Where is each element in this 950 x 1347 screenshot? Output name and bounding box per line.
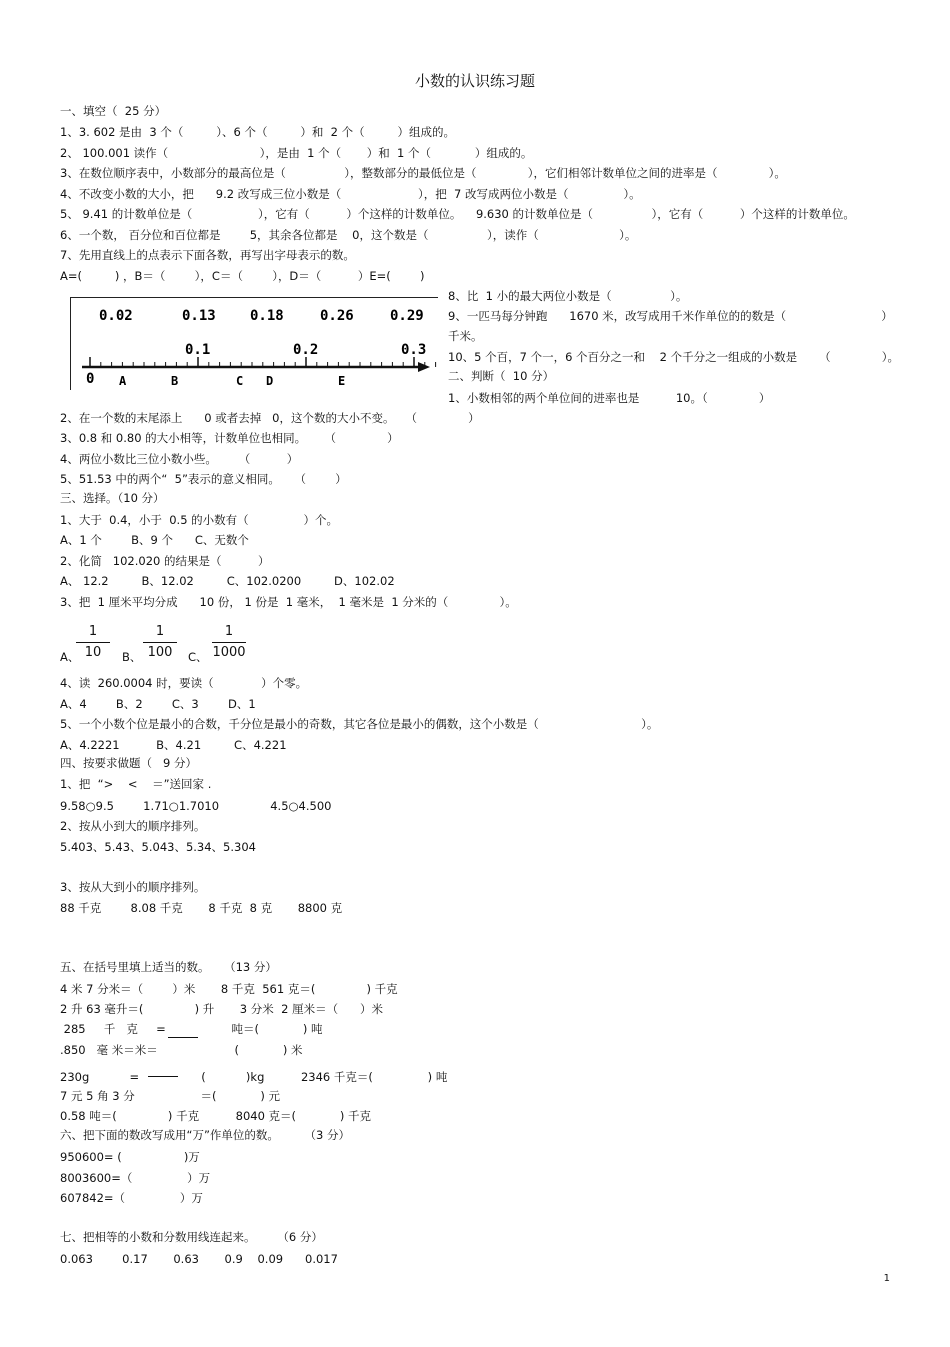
- text-line: 2、化简 102.020 的结果是（ ）: [60, 554, 270, 568]
- text-line: 7、先用直线上的点表示下面各数，再写出字母表示的数。: [60, 248, 355, 262]
- text-line: 2、在一个数的末尾添上 0 或者去掉 0，这个数的大小不变。 （ ）: [60, 411, 480, 425]
- text-line: 1、3. 602 是由 3 个（ ）、6 个（ ）和 2 个（ ）组成的。: [60, 125, 456, 139]
- text-line: 9、一匹马每分钟跑 1670 米，改写成用千米作单位的的数是（ ）: [448, 309, 893, 323]
- fraction-b: [143, 624, 177, 661]
- page-number: 1: [883, 1273, 890, 1284]
- text-line: C、: [188, 650, 208, 664]
- fraction-b-denominator: 100: [147, 645, 173, 660]
- text-line: 千米。: [448, 329, 483, 343]
- axis-label: 0: [86, 371, 95, 387]
- number-line-figure: [70, 297, 438, 390]
- value-to-plot: 0.18: [250, 308, 284, 324]
- text-line: 5、 9.41 的计数单位是（ ），它有（ ）个这样的计数单位。 9.630 的计数单位是（ ），它有（ ）个这样的计数单位。: [60, 207, 855, 221]
- text-line: 1、大于 0.4，小于 0.5 的小数有（ ）个。: [60, 513, 339, 527]
- text-line: 5.403、5.43、5.043、5.34、5.304: [60, 840, 256, 854]
- text-line: 3、0.8 和 0.80 的大小相等，计数单位也相同。 （ ）: [60, 431, 399, 445]
- axis-label: 0.1: [185, 342, 211, 358]
- text-line: 一、填空（ 25 分）: [60, 104, 167, 118]
- text-line: A、4 B、2 C、3 D、1: [60, 697, 256, 711]
- text-line: 0.58 吨＝( ) 千克 8040 克＝( ) 千克: [60, 1109, 372, 1123]
- point-letter: C: [236, 374, 244, 388]
- text-line: 六、把下面的数改写成用“万”作单位的数。 （3 分）: [60, 1128, 350, 1142]
- text-line: 1、小数相邻的两个单位间的进率也是 10。（ ）: [448, 391, 771, 405]
- text-line: 950600= ( )万: [60, 1150, 200, 1164]
- text-line: 9.58○9.5 1.71○1.7010 4.5○4.500: [60, 799, 332, 813]
- text-line: 230g = ( )kg 2346 千克＝( ) 吨: [60, 1070, 448, 1084]
- value-to-plot: 0.02: [99, 308, 133, 324]
- blank-line-kg: [148, 1076, 178, 1077]
- fraction-c-denominator: 1000: [212, 645, 246, 660]
- value-to-plot: 0.29: [390, 308, 424, 324]
- point-letter: D: [266, 374, 274, 388]
- text-line: 4 米 7 分米＝（ ）米 8 千克 561 克＝( ) 千克: [60, 982, 398, 996]
- text-line: 二、判断（ 10 分）: [448, 369, 555, 383]
- text-line: 2、按从小到大的顺序排列。: [60, 819, 206, 833]
- text-line: A、: [60, 650, 80, 664]
- text-line: A、 12.2 B、12.02 C、102.0200 D、102.02: [60, 574, 395, 588]
- text-line: A、1 个 B、9 个 C、无数个: [60, 533, 249, 547]
- fraction-a-denominator: 10: [84, 645, 102, 660]
- text-line: 1、把 “> < ＝”送回家 .: [60, 777, 212, 791]
- worksheet-title: 小数的认识练习题: [414, 72, 535, 90]
- text-line: 三、选择。（10 分）: [60, 491, 165, 505]
- fraction-b-numerator: 1: [155, 624, 165, 639]
- axis-label: 0.3: [401, 342, 427, 358]
- text-line: 0.063 0.17 0.63 0.9 0.09 0.017: [60, 1252, 338, 1266]
- text-line: B、: [122, 650, 142, 664]
- point-letter: A: [119, 374, 127, 388]
- text-line: 5、51.53 中的两个“ 5”表示的意义相同。 （ ）: [60, 472, 347, 486]
- text-line: 10、5 个百，7 个一，6 个百分之一和 2 个千分之一组成的小数是 （ ）。: [448, 350, 900, 364]
- text-line: A=( ) ，B＝（ ），C＝（ ），D＝（ ）E=( ): [60, 269, 425, 283]
- value-to-plot: 0.13: [182, 308, 216, 324]
- text-line: .850 毫 米＝米＝ ( ) 米: [60, 1043, 303, 1057]
- text-line: A、4.2221 B、4.21 C、4.221: [60, 738, 287, 752]
- number-line-arrow: [418, 362, 430, 372]
- fraction-a: [76, 624, 110, 661]
- text-line: 5、一个小数个位是最小的合数，千分位是最小的奇数，其它各位是最小的偶数，这个小数是（ ）。: [60, 717, 659, 731]
- text-line: 4、读 260.0004 时，要读（ ）个零。: [60, 676, 308, 690]
- text-line: 88 千克 8.08 千克 8 千克 8 克 8800 克: [60, 901, 343, 915]
- fraction-a-numerator: 1: [88, 624, 98, 639]
- point-letter: B: [171, 374, 179, 388]
- axis-label: 0.2: [293, 342, 319, 358]
- text-line: 3、在数位顺序表中，小数部分的最高位是（ ），整数部分的最低位是（ ），它们相邻计数单位之间的进率是（ ）。: [60, 166, 786, 180]
- text-line: 4、不改变小数的大小，把 9.2 改写成三位小数是（ ），把 7 改写成两位小数是（ ）。: [60, 187, 641, 201]
- value-to-plot: 0.26: [320, 308, 354, 324]
- text-line: 3、把 1 厘米平均分成 10 份， 1 份是 1 毫米， 1 毫米是 1 分米的（ ）。: [60, 595, 517, 609]
- text-line: 6、一个数， 百分位和百位都是 5，其余各位都是 0，这个数是（ ），读作（ ）。: [60, 228, 637, 242]
- text-line: 七、把相等的小数和分数用线连起来。 （6 分）: [60, 1230, 323, 1244]
- text-line: 四、按要求做题（ 9 分）: [60, 756, 197, 770]
- fraction-c-numerator: 1: [224, 624, 234, 639]
- text-line: 8003600=（ ）万: [60, 1171, 211, 1185]
- text-line: 2 升 63 毫升＝( ) 升 3 分米 2 厘米＝（ ）米: [60, 1002, 383, 1016]
- text-line: 3、按从大到小的顺序排列。: [60, 880, 206, 894]
- point-letter: E: [338, 374, 346, 388]
- text-line: 五、在括号里填上适当的数。 （13 分）: [60, 960, 277, 974]
- text-line: 8、比 1 小的最大两位小数是（ ）。: [448, 289, 688, 303]
- text-line: 7 元 5 角 3 分 ＝( ) 元: [60, 1089, 281, 1103]
- text-line: 285 千 克 = 吨＝( ) 吨: [60, 1022, 323, 1036]
- blank-line-ton: [168, 1037, 198, 1038]
- text-line: 2、 100.001 读作（ ），是由 1 个（ ）和 1 个（ ）组成的。: [60, 146, 533, 160]
- text-line: 4、两位小数比三位小数小些。 （ ）: [60, 452, 299, 466]
- text-line: 607842=（ ）万: [60, 1191, 203, 1205]
- fraction-c: [212, 624, 246, 661]
